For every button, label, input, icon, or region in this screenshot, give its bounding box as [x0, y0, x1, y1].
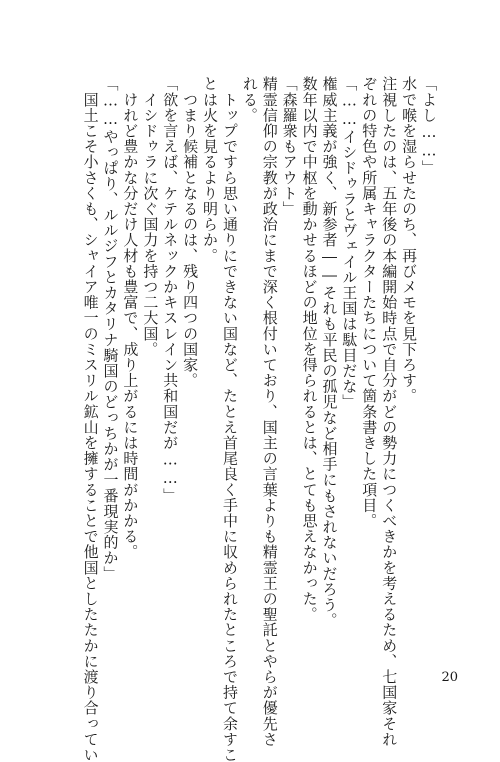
text-line: 数年以内で中枢を動かせるほどの地位を得られるとは、とても思えなかった。: [300, 76, 319, 622]
text-line: つまり候補となるのは、残り四つの国家。: [181, 76, 200, 388]
text-line: 「よし……」: [420, 76, 438, 176]
text-line: 「……イシドゥラとヴェイル王国は駄目だな」: [340, 76, 359, 410]
text-line: 水で喉を湿らせたのち、再びメモを見下ろす。: [400, 76, 419, 404]
text-line: れる。: [240, 76, 259, 123]
text-line: ぞれの特色や所属キャラクターたちについて箇条書きした項目。: [360, 76, 379, 529]
text-line: イシドゥラに次ぐ国力を持つ二大国。: [141, 76, 160, 357]
body-text: [80, 76, 438, 762]
page-number: 20: [441, 670, 458, 685]
text-line: 「欲を言えば、ケテルネックかキスレイン共和国だが……」: [161, 76, 180, 504]
text-line: とは火を見るより明らか。: [201, 76, 220, 264]
text-line: 「森羅衆もアウト」: [280, 76, 299, 217]
text-line: 国土こそ小さくも、シャイア唯一のミスリル鉱山を擁することで他国としたたかに渡り合ってい: [81, 76, 100, 762]
text-line: 注視したのは、五年後の本編開始時点で自分がどの勢力につくべきかを考えるため、七国家それ: [380, 76, 399, 747]
text-line: けれど豊かな分だけ人材も豊富で、成り上がるには時間がかかる。: [121, 76, 140, 560]
text-line: 精霊信仰の宗教が政治にまで深く根付いており、国主の言葉よりも精霊王の聖託とやらが優先さ: [260, 76, 279, 747]
text-line: 権威主義が強く、新参者――それも平民の孤児など相手にもされないだろう。: [320, 76, 339, 628]
text-line: トップですら思い通りにできない国など、たとえ首尾良く手中に収められたところで持て余すこ: [220, 76, 239, 762]
text-line: 「……やっぱり、ルルジフとカタリナ騎国のどっちかが一番現実的か」: [101, 76, 120, 582]
